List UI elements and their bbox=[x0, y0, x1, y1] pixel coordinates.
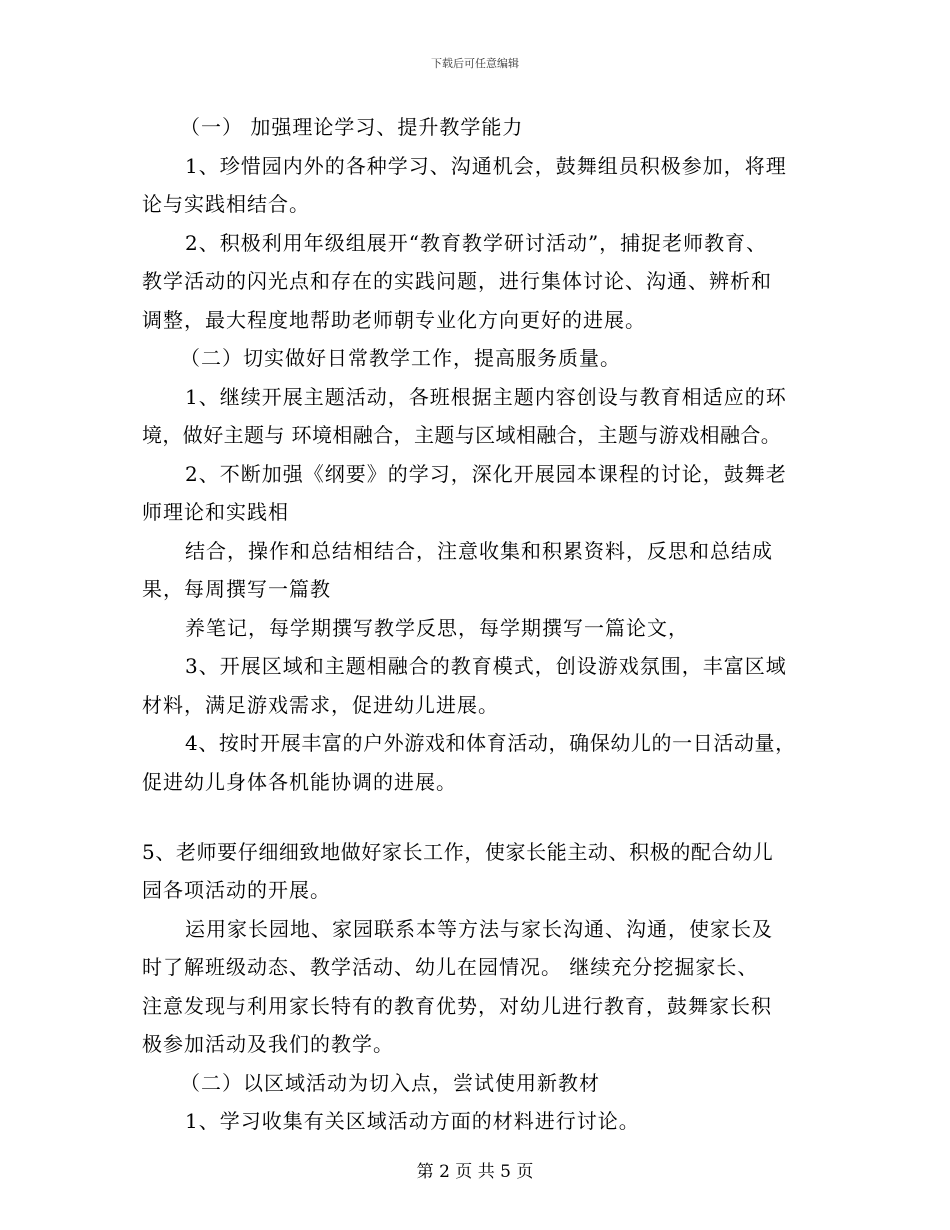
paragraph-line: 1、继续开展主题活动，各班根据主题内容创设与教育相适应的环 bbox=[185, 385, 787, 409]
paragraph-line: 4、按时开展丰富的户外游戏和体育活动，确保幼儿的一日活动量， bbox=[185, 731, 796, 755]
paragraph-line: 3、开展区域和主题相融合的教育模式，创设游戏氛围，丰富区域 bbox=[185, 654, 787, 678]
paragraph-line: 材料，满足游戏需求，促进幼儿进展。 bbox=[142, 693, 499, 717]
section-heading: （二）以区域活动为切入点，尝试使用新教材 bbox=[180, 1071, 600, 1095]
paragraph-line: 论与实践相结合。 bbox=[142, 192, 310, 216]
page-number: 第 2 页 共 5 页 bbox=[416, 1162, 534, 1182]
section-heading: （一） 加强理论学习、提升教学能力 bbox=[180, 115, 524, 139]
paragraph-line: 2、积极利用年级组展开“教育教学研讨活动”，捕捉老师教育、 bbox=[185, 231, 768, 255]
page-header: 下载后可任意编辑 bbox=[431, 57, 519, 70]
paragraph-line: 时了解班级动态、教学活动、幼儿在园情况。 继续充分挖掘家长、 bbox=[142, 955, 759, 979]
paragraph-line: 结合，操作和总结相结合，注意收集和积累资料，反思和总结成 bbox=[185, 539, 773, 563]
paragraph-line: 5、老师要仔细细致地做好家长工作，使家长能主动、积极的配合幼儿 bbox=[142, 840, 774, 864]
paragraph-line: 2、不断加强《纲要》的学习，深化开展园本课程的讨论，鼓舞老 bbox=[185, 462, 787, 486]
paragraph-line: 促进幼儿身体各机能协调的进展。 bbox=[142, 770, 457, 794]
paragraph-line: 师理论和实践相 bbox=[142, 500, 289, 524]
paragraph-line: 运用家长园地、家园联系本等方法与家长沟通、沟通，使家长及 bbox=[185, 917, 773, 941]
paragraph-line: 注意发现与利用家长特有的教育优势，对幼儿进行教育，鼓舞家长积 bbox=[142, 994, 772, 1018]
paragraph-line: 极参加活动及我们的教学。 bbox=[142, 1032, 394, 1056]
section-heading: （二）切实做好日常教学工作，提高服务质量。 bbox=[180, 346, 621, 370]
paragraph-line: 1、学习收集有关区域活动方面的材料进行讨论。 bbox=[185, 1109, 640, 1133]
paragraph-line: 调整，最大程度地帮助老师朝专业化方向更好的进展。 bbox=[142, 308, 646, 332]
paragraph-line: 园各项活动的开展。 bbox=[142, 878, 331, 902]
paragraph-line: 教学活动的闪光点和存在的实践问题，进行集体讨论、沟通、辨析和 bbox=[142, 269, 772, 293]
paragraph-line: 境，做好主题与 环境相融合，主题与区域相融合，主题与游戏相融合。 bbox=[142, 423, 782, 447]
paragraph-line: 1、珍惜园内外的各种学习、沟通机会，鼓舞组员积极参加，将理 bbox=[185, 154, 787, 178]
paragraph-line: 养笔记，每学期撰写教学反思，每学期撰写一篇论文， bbox=[185, 616, 689, 640]
paragraph-line: 果，每周撰写一篇教 bbox=[142, 577, 331, 601]
